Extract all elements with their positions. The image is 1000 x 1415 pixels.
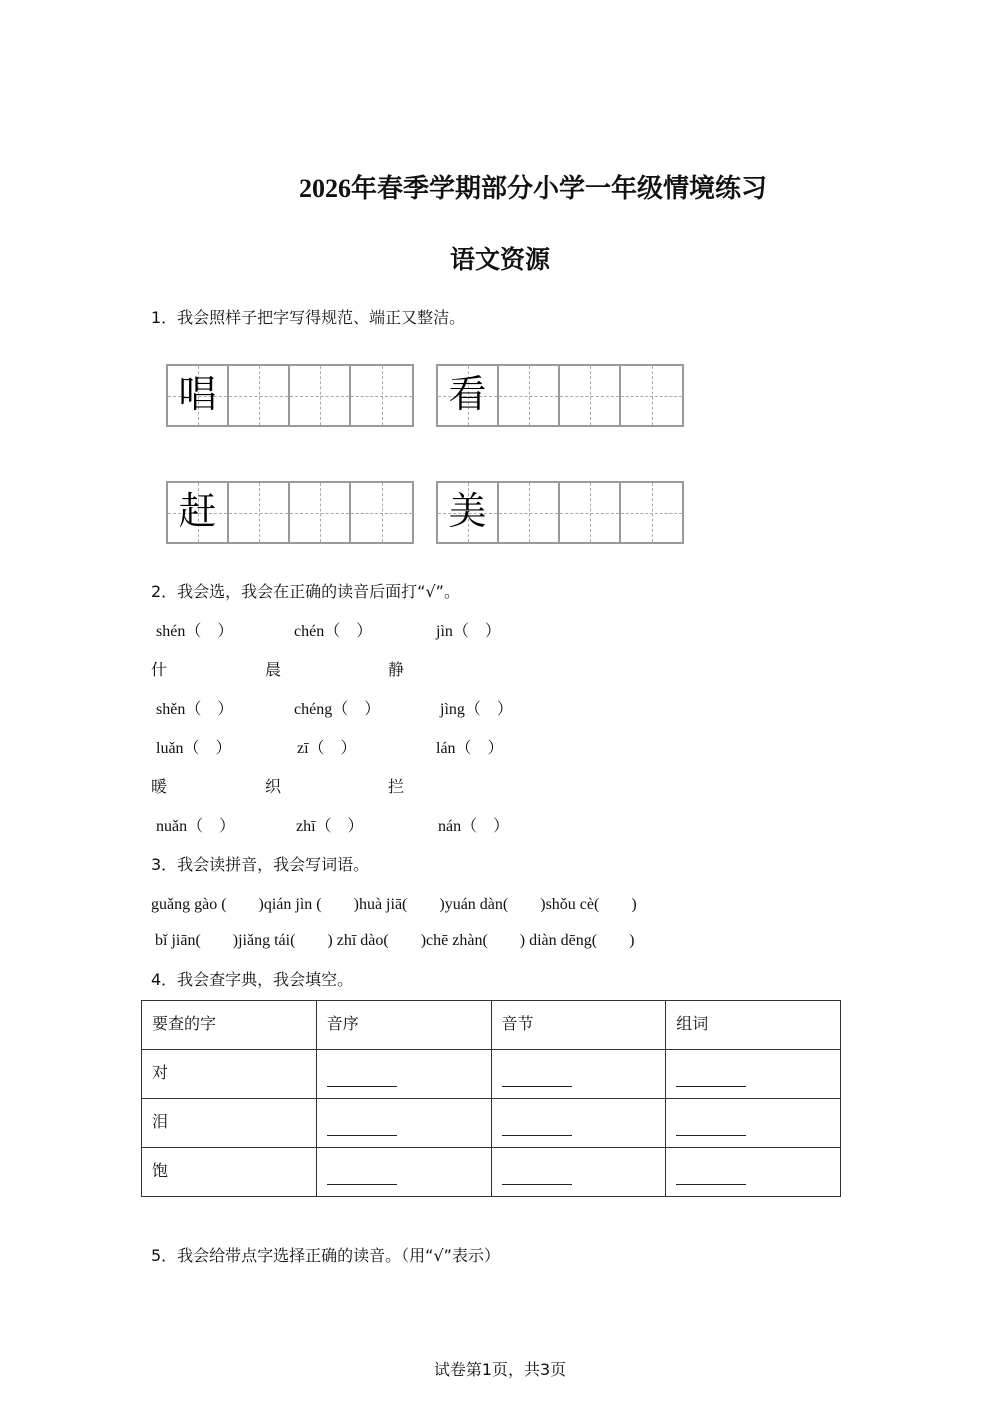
target-char: 晨: [265, 660, 282, 679]
writing-grid-3: [166, 481, 414, 544]
pinyin-line-2: bǐ jiān( )jiǎng tái( ) zhī dào( )chē zhàn( ) diàn dēng( ): [155, 932, 635, 949]
target-char: 静: [388, 660, 405, 679]
pinyin-option: chén（ ）: [294, 623, 373, 640]
answer-blank[interactable]: [327, 1121, 397, 1136]
page-subtitle: 语文资源: [449, 245, 550, 274]
target-char: 暖: [151, 777, 168, 796]
pinyin-option: nán（ ）: [438, 818, 510, 835]
target-char: 什: [151, 660, 168, 679]
pinyin-option: chéng（ ）: [294, 701, 381, 718]
pinyin-option: jìng（ ）: [440, 701, 513, 718]
model-char: 赶: [178, 489, 217, 533]
table-row: [142, 1099, 841, 1148]
table-header: 音节: [491, 1001, 666, 1050]
question-4: 4．我会查字典，我会填空。: [151, 970, 354, 989]
question-2: 2．我会选，我会在正确的读音后面打“√”。: [151, 582, 460, 601]
model-char: 看: [448, 372, 487, 416]
table-header: 组词: [666, 1001, 841, 1050]
pinyin-option: lán（ ）: [436, 740, 504, 757]
table-row: [142, 1050, 841, 1099]
pinyin-option: shěn（ ）: [156, 701, 234, 718]
target-char: 织: [265, 777, 282, 796]
pinyin-option: zī（ ）: [297, 740, 357, 757]
lookup-char: 饱: [142, 1148, 317, 1197]
target-char: 拦: [388, 777, 405, 796]
pinyin-option: jìn（ ）: [436, 623, 501, 640]
answer-blank[interactable]: [676, 1072, 746, 1087]
question-5: 5．我会给带点字选择正确的读音。（用“√”表示）: [151, 1246, 500, 1265]
lookup-char: 泪: [142, 1099, 317, 1148]
answer-blank[interactable]: [676, 1121, 746, 1136]
pinyin-option: zhī（ ）: [296, 818, 364, 835]
pinyin-option: shén（ ）: [156, 623, 234, 640]
pinyin-option: nuǎn（ ）: [156, 818, 236, 835]
question-1: 1．我会照样子把字写得规范、端正又整洁。: [151, 308, 466, 327]
writing-grid-2: [436, 364, 684, 427]
pinyin-line-1: guǎng gào ( )qián jìn ( )huà jiā( )yuán dàn( )shǒu cè( ): [151, 896, 637, 913]
lookup-char: 对: [142, 1050, 317, 1099]
table-header: 要查的字: [142, 1001, 317, 1050]
model-char: 唱: [178, 372, 217, 416]
writing-grid-1: [166, 364, 414, 427]
pinyin-option: luǎn（ ）: [156, 740, 232, 757]
answer-blank[interactable]: [327, 1072, 397, 1087]
writing-grid-4: [436, 481, 684, 544]
table-header: 音序: [316, 1001, 491, 1050]
answer-blank[interactable]: [676, 1170, 746, 1185]
page-title: 2026年春季学期部分小学一年级情境练习: [298, 174, 767, 203]
table-header-row: [142, 1001, 841, 1050]
page-footer: 试卷第1页，共3页: [433, 1360, 567, 1379]
answer-blank[interactable]: [502, 1121, 572, 1136]
table-row: [142, 1148, 841, 1197]
answer-blank[interactable]: [502, 1072, 572, 1087]
dictionary-table: [141, 1000, 841, 1197]
model-char: 美: [448, 489, 487, 533]
answer-blank[interactable]: [327, 1170, 397, 1185]
question-3: 3．我会读拼音，我会写词语。: [151, 855, 370, 874]
answer-blank[interactable]: [502, 1170, 572, 1185]
